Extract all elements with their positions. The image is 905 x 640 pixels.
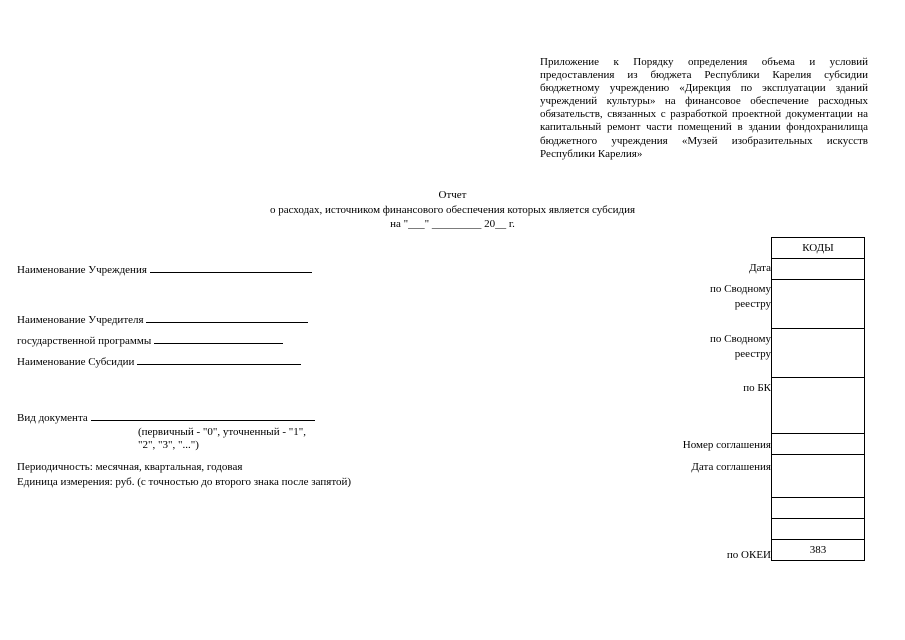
appendix-note: Приложение к Порядку определения объема и условий предоставления из бюджета Республики Карелия субсидии бюджетному учреждению «Дирекция по эксплуатации зданий учреждений культуры» на финансовое обеспечение расходных обязательств, связанных с разработкой проектной документации на капитальный ремонт части помещений в здании фондохранилища бюджетного учреждения «Музей изобразительных искусств Республики Карелия» [540, 56, 868, 160]
founder-field [17, 312, 308, 327]
code-cell-empty-1[interactable] [772, 498, 865, 519]
periodicity-text: Периодичность: месячная, квартальная, годовая [17, 461, 243, 473]
founder-input-line[interactable] [146, 312, 308, 323]
okei-label: по ОКЕИ [726, 549, 771, 561]
registry-label-2: по Сводному реестру [709, 333, 771, 360]
doc-type-field [17, 410, 315, 425]
codes-table [771, 237, 865, 561]
report-title: Отчет [438, 189, 467, 201]
program-field [17, 333, 283, 348]
code-cell-registry-1[interactable] [772, 280, 865, 329]
founder-label: Наименование Учредителя [17, 314, 144, 326]
agreement-number-label: Номер соглашения [682, 439, 771, 451]
agreement-date-label: Дата соглашения [691, 461, 771, 473]
bk-label: по БК [743, 382, 771, 394]
doc-type-input-line[interactable] [91, 410, 315, 421]
codes-header: КОДЫ [772, 238, 865, 259]
program-input-line[interactable] [154, 333, 283, 344]
institution-field [17, 262, 312, 277]
registry-label-1: по Сводному реестру [709, 283, 771, 310]
unit-text: Единица измерения: руб. (с точностью до второго знака после запятой) [17, 476, 352, 488]
date-label: Дата [749, 262, 771, 274]
code-cell-agreement-date[interactable] [772, 455, 865, 498]
institution-input-line[interactable] [150, 262, 312, 273]
subsidy-label: Наименование Субсидии [17, 356, 135, 368]
code-cell-empty-2[interactable] [772, 519, 865, 540]
program-label: государственной программы [17, 335, 152, 347]
code-cell-bk[interactable] [772, 378, 865, 434]
doc-type-hint: (первичный - "0", уточненный - "1", "2", "3", "...") [138, 426, 306, 452]
code-cell-date[interactable] [772, 259, 865, 280]
doc-type-label: Вид документа [17, 412, 88, 424]
subsidy-input-line[interactable] [137, 354, 301, 365]
report-subtitle: о расходах, источником финансового обеспечения которых является субсидия [269, 204, 636, 216]
code-cell-agreement-number[interactable] [772, 434, 865, 455]
report-date-line: на "___" _________ 20__ г. [390, 218, 515, 230]
code-cell-registry-2[interactable] [772, 329, 865, 378]
institution-label: Наименование Учреждения [17, 264, 147, 276]
code-cell-okei: 383 [772, 540, 865, 561]
subsidy-field [17, 354, 301, 369]
